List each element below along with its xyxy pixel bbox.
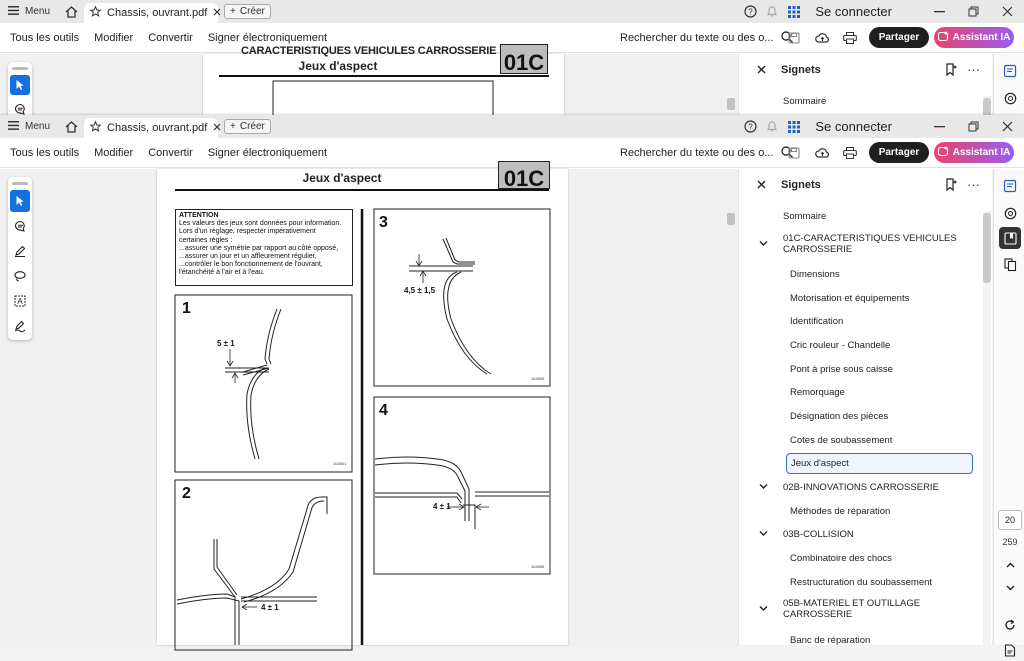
- pdf-title: Jeux d'aspect: [302, 171, 382, 185]
- select-tool-icon[interactable]: [10, 75, 30, 96]
- bookmark-sommaire[interactable]: [739, 208, 983, 224]
- save-icon[interactable]: [784, 23, 804, 53]
- pdf-page: [157, 166, 568, 645]
- attention-line: Lors d'un réglage, respecter impérativement: [179, 228, 316, 236]
- more-options-icon[interactable]: ···: [967, 177, 980, 192]
- home-icon[interactable]: [58, 115, 84, 138]
- minimize-icon[interactable]: [922, 115, 956, 138]
- bookmark-label: Restructuration du soubassement: [790, 576, 933, 588]
- help-icon[interactable]: [739, 115, 761, 138]
- plus-icon: +: [230, 121, 236, 132]
- bookmark-cric[interactable]: [739, 337, 983, 353]
- viewer-area: [0, 45, 1024, 115]
- menu-label: Menu: [25, 6, 51, 17]
- close-tab-icon[interactable]: [213, 122, 221, 134]
- bookmark-label: Méthodes de réparation: [790, 505, 891, 517]
- document-tab[interactable]: [84, 3, 218, 23]
- minimize-icon[interactable]: [922, 0, 956, 23]
- attention-line: certaines règles :: [179, 236, 233, 244]
- attention-line: Les valeurs des jeux sont données pour information.: [179, 220, 342, 228]
- cloud-upload-icon[interactable]: [812, 138, 832, 168]
- title-bar: [0, 115, 1024, 138]
- doc-scrollbar-back[interactable]: [726, 54, 736, 115]
- create-button[interactable]: [224, 4, 271, 19]
- figure-dimension: 5 ± 1: [217, 339, 235, 348]
- panel-title: Signets: [781, 64, 821, 76]
- chevron-down-icon[interactable]: [759, 529, 768, 540]
- pdf-header-text: CARACTERISTIQUES VEHICULES CARROSSERIE: [241, 45, 497, 57]
- page-up-icon[interactable]: [999, 554, 1021, 576]
- more-options-icon[interactable]: ···: [967, 62, 980, 77]
- bookmark-identification[interactable]: [739, 313, 983, 329]
- attention-line: ...assurer une symétrie par rapport au côté opposé,: [179, 244, 339, 252]
- bookmark-remorquage[interactable]: [739, 384, 983, 400]
- right-rail: [993, 169, 1024, 645]
- pen-tool-icon[interactable]: [10, 240, 30, 262]
- create-label: Créer: [239, 121, 265, 132]
- main-window: [0, 115, 1024, 645]
- bookmark-label: Motorisation et équipements: [790, 292, 910, 304]
- esign-menu[interactable]: Signer électroniquement: [207, 146, 328, 159]
- save-icon[interactable]: [784, 138, 804, 168]
- attention-line: l'étanchéité à l'air et à l'eau.: [179, 269, 265, 277]
- sparkle-icon: [938, 146, 949, 160]
- menu-button[interactable]: [0, 0, 58, 23]
- panel-scrollbar[interactable]: [983, 211, 991, 645]
- figure-ref: 104506: [531, 564, 545, 569]
- bookmark-motorisation[interactable]: [739, 290, 983, 306]
- sign-tool-icon[interactable]: [10, 315, 30, 337]
- bookmark-restructuration[interactable]: [739, 574, 983, 590]
- add-bookmark-icon[interactable]: [945, 178, 957, 194]
- svg-text:?: ?: [748, 7, 753, 17]
- close-tab-icon[interactable]: [213, 7, 221, 19]
- window-close-icon[interactable]: [990, 0, 1024, 23]
- pdf-section-code: 01C: [500, 44, 548, 74]
- doc-scroll-thumb-back[interactable]: [727, 98, 735, 110]
- doc-scrollbar[interactable]: [726, 169, 736, 645]
- apps-grid-icon[interactable]: [783, 0, 805, 23]
- bookmark-jeux-aspect[interactable]: [786, 453, 973, 474]
- chevron-down-icon[interactable]: [759, 239, 768, 250]
- svg-text:?: ?: [748, 122, 753, 132]
- share-button[interactable]: Partager: [869, 27, 929, 48]
- figure-dimension: 4 ± 1: [433, 502, 451, 511]
- figure-number: 1: [182, 300, 191, 317]
- figure-number: 4: [379, 402, 388, 419]
- restore-icon[interactable]: [956, 115, 990, 138]
- bookmark-label: Cric rouleur - Chandelle: [790, 339, 891, 351]
- drag-grip[interactable]: [12, 67, 28, 70]
- print-icon[interactable]: [840, 138, 860, 168]
- figure-number: 3: [379, 214, 388, 231]
- bell-icon[interactable]: [761, 0, 783, 23]
- comment-tool-icon[interactable]: [10, 215, 30, 237]
- share-button[interactable]: Partager: [869, 142, 929, 163]
- panel-scroll-thumb[interactable]: [983, 213, 991, 283]
- bookmark-label: Identification: [790, 315, 844, 327]
- panel-title: Signets: [781, 179, 821, 191]
- sign-in-link[interactable]: Se connecter: [815, 4, 892, 19]
- doc-scroll-thumb[interactable]: [727, 213, 735, 225]
- text-box-tool-icon[interactable]: [10, 290, 30, 312]
- restore-icon[interactable]: [956, 0, 990, 23]
- apps-grid-icon[interactable]: [783, 115, 805, 138]
- all-tools-menu[interactable]: Tous les outils: [10, 31, 80, 44]
- bookmark-label: Remorquage: [790, 386, 845, 398]
- window-close-icon[interactable]: [990, 115, 1024, 138]
- close-panel-icon[interactable]: [757, 63, 766, 77]
- drag-grip[interactable]: [12, 182, 28, 185]
- menu-label: Menu: [25, 121, 51, 132]
- edit-menu[interactable]: Modifier: [94, 146, 134, 159]
- tab-title: Chassis, ouvrant.pdf: [107, 7, 208, 19]
- figure-dimension: 4 ± 1: [261, 603, 279, 612]
- ai-assistant-button[interactable]: [934, 27, 1014, 48]
- quick-tools-panel: [8, 177, 32, 340]
- quick-tools-panel: [8, 62, 32, 122]
- pdf-back-lines: [203, 54, 564, 115]
- comment-panel-icon[interactable]: [999, 175, 1021, 197]
- add-bookmark-icon[interactable]: [945, 63, 957, 79]
- figure-dimension: 4,5 ± 1,5: [404, 286, 436, 295]
- close-panel-icon[interactable]: [757, 178, 766, 192]
- bookmark-label: Désignation des pièces: [790, 410, 889, 422]
- bookmark-designation[interactable]: [739, 408, 983, 424]
- pages-panel-icon[interactable]: [999, 253, 1021, 275]
- star-icon[interactable]: [90, 6, 101, 20]
- print-icon[interactable]: [840, 23, 860, 53]
- bell-icon[interactable]: [761, 115, 783, 138]
- bookmark-pont[interactable]: [739, 361, 983, 377]
- chevron-down-icon[interactable]: [759, 482, 768, 493]
- attention-box: [175, 209, 353, 286]
- figure-number: 2: [182, 485, 191, 502]
- background-window: [0, 0, 1024, 115]
- attention-line: ...contrôler le bon fonctionnement de l'ouvrant,: [179, 261, 323, 269]
- ai-chat-icon[interactable]: [999, 202, 1021, 224]
- help-icon[interactable]: [739, 0, 761, 23]
- star-icon[interactable]: [90, 121, 101, 135]
- home-icon[interactable]: [58, 0, 84, 23]
- bookmark-cotes[interactable]: [739, 432, 983, 448]
- bookmark-methodes[interactable]: [739, 503, 983, 519]
- cloud-upload-icon[interactable]: [812, 23, 832, 53]
- ai-chat-icon[interactable]: [999, 87, 1021, 109]
- convert-menu[interactable]: Convertir: [148, 146, 193, 159]
- search-box[interactable]: [620, 138, 793, 168]
- bookmark-01c[interactable]: [739, 229, 983, 259]
- sign-in-link[interactable]: Se connecter: [815, 119, 892, 134]
- search-placeholder: Rechercher du texte ou des o...: [620, 147, 774, 159]
- plus-icon: +: [230, 6, 236, 17]
- attention-line: ...assurer un jour et un affleurement régulier,: [179, 253, 317, 261]
- bookmark-label: Jeux d'aspect: [791, 458, 849, 469]
- bookmark-label: Banc de réparation: [790, 634, 871, 646]
- pdf-title: Jeux d'aspect: [298, 59, 378, 73]
- bookmark-label: Combinatoire des chocs: [790, 552, 892, 564]
- page-down-icon[interactable]: [999, 577, 1021, 599]
- edit-menu[interactable]: Modifier: [94, 31, 134, 44]
- bookmarks-panel-back: [738, 54, 992, 115]
- refresh-icon[interactable]: [999, 614, 1021, 636]
- chevron-down-icon[interactable]: [759, 604, 768, 615]
- svg-text:A: A: [17, 297, 23, 306]
- bookmark-banc[interactable]: [739, 632, 983, 648]
- figure-ref: 104501: [333, 461, 347, 466]
- bookmarks-panel: [738, 169, 992, 645]
- bookmark-label: Sommaire: [783, 210, 827, 222]
- document-properties-icon[interactable]: [999, 639, 1021, 661]
- search-box[interactable]: [620, 23, 793, 53]
- all-tools-menu[interactable]: Tous les outils: [10, 146, 80, 159]
- bookmark-label: Dimensions: [790, 268, 840, 280]
- select-tool-icon[interactable]: [10, 190, 30, 212]
- create-button[interactable]: [224, 119, 271, 134]
- bookmark-label: 02B-INNOVATIONS CARROSSERIE: [783, 481, 939, 493]
- bookmark-combinatoire[interactable]: [739, 550, 983, 566]
- comment-panel-icon[interactable]: [999, 60, 1021, 82]
- right-rail-back: [993, 54, 1024, 115]
- bookmark-05b[interactable]: [739, 594, 983, 624]
- bookmark-label: 03B-COLLISION: [783, 528, 854, 540]
- search-placeholder: Rechercher du texte ou des o...: [620, 32, 774, 44]
- page-total: 259: [1002, 537, 1018, 547]
- bookmark-dimensions[interactable]: [739, 266, 983, 282]
- document-tab[interactable]: [84, 118, 218, 138]
- hamburger-icon: [8, 6, 19, 18]
- viewer-area: [0, 166, 1024, 646]
- create-label: Créer: [239, 6, 265, 17]
- lasso-tool-icon[interactable]: [10, 265, 30, 287]
- menu-button[interactable]: [0, 115, 58, 138]
- bookmark-label: Pont à prise sous caisse: [790, 363, 893, 375]
- ai-assistant-label: Assistant IA: [952, 32, 1011, 43]
- ai-assistant-button[interactable]: [934, 142, 1014, 163]
- attention-title: ATTENTION: [179, 212, 219, 219]
- figure-ref: 104505: [531, 376, 545, 381]
- bookmark-label: Cotes de soubassement: [790, 434, 893, 446]
- tab-title: Chassis, ouvrant.pdf: [107, 122, 208, 134]
- convert-menu[interactable]: Convertir: [148, 31, 193, 44]
- esign-menu[interactable]: Signer électroniquement: [207, 31, 328, 44]
- bookmark-panel-icon[interactable]: [999, 227, 1021, 249]
- bookmark-03b[interactable]: [739, 526, 983, 542]
- ai-assistant-label: Assistant IA: [952, 147, 1011, 158]
- pdf-page-back: [203, 45, 564, 115]
- title-bar: [0, 0, 1024, 23]
- sparkle-icon: [938, 31, 949, 45]
- bookmark-02b[interactable]: [739, 479, 983, 495]
- pdf-section-code: 01C: [498, 161, 550, 189]
- hamburger-icon: [8, 121, 19, 133]
- bookmark-item-sommaire-back[interactable]: Sommaire: [783, 95, 827, 107]
- bookmark-label: 05B-MATERIEL ET OUTILLAGE CARROSSERIE: [783, 598, 921, 620]
- page-number-input[interactable]: 20: [998, 510, 1022, 530]
- bookmark-label: 01C-CARACTERISTIQUES VEHICULES CARROSSERIE: [783, 233, 957, 255]
